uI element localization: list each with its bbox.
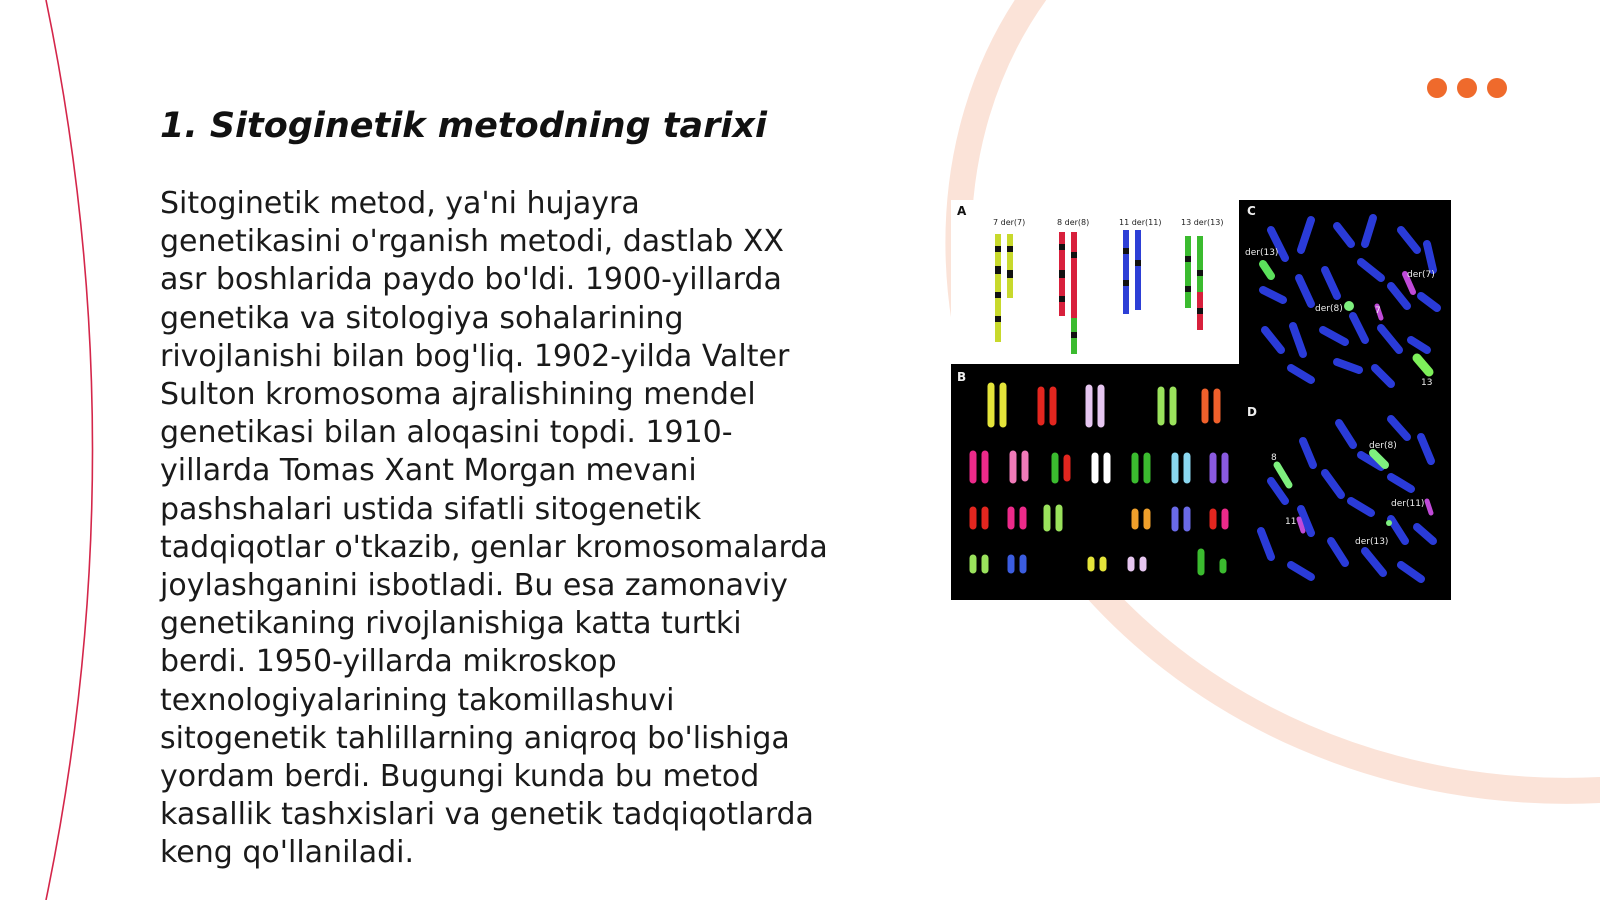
chromosome-label: der(7)	[1407, 270, 1435, 280]
chromosome-label: der(13)	[1245, 248, 1279, 258]
ideogram-7	[995, 234, 1013, 342]
ideogram-11	[1123, 230, 1141, 314]
chromosome-label: der(13)	[1355, 537, 1389, 547]
slide-title: 1. Sitoginetik metodning tarixi	[160, 106, 767, 146]
metaphase-spread-image	[1241, 200, 1451, 399]
chromosome-label: 8	[1271, 453, 1277, 463]
ideogram-13	[1185, 236, 1203, 330]
panel-c-letter: C	[1247, 204, 1256, 218]
chromosome-label: 7	[1375, 306, 1381, 316]
ideogram-label: 13 der(13)	[1181, 218, 1224, 227]
chromosome-label: 13	[1421, 378, 1433, 388]
ideogram-label: 11 der(11)	[1119, 218, 1162, 227]
panel-b-letter: B	[957, 370, 967, 384]
chromosome-figure	[951, 200, 1451, 600]
three-dots-icon[interactable]	[1427, 78, 1507, 98]
chromosome-label: 11	[1285, 517, 1297, 527]
ideogram-label: 7 der(7)	[993, 218, 1026, 227]
dot-icon	[1457, 78, 1477, 98]
figure-panel-d	[1241, 401, 1451, 600]
panel-a-letter: A	[957, 204, 967, 218]
dot-icon	[1427, 78, 1447, 98]
dot-icon	[1487, 78, 1507, 98]
chromosome-label: der(8)	[1369, 441, 1397, 451]
ideogram-8	[1059, 232, 1077, 354]
chromosome-label: der(8)	[1315, 304, 1343, 314]
ideogram-label: 8 der(8)	[1057, 218, 1090, 227]
figure-panel-a	[951, 200, 1239, 364]
figure-panel-c	[1241, 200, 1451, 399]
slide-body-text: Sitoginetik metod, ya'ni hujayra genetikasini o'rganish metodi, dastlab XX asr boshlarida paydo bo'ldi. 1900-yillarda genetika va sitologiya sohalarining rivojlanishi bilan bog'liq. 1902-yilda Valter Sulton kromosoma ajralishining mendel genetikasi bilan aloqasini topdi. 1910-yillarda Tomas Xant Morgan mevani pashshalari ustida sifatli sitogenetik tadqiqotlar o'tkazib, genlar kromosomalarda joylashganini isbotladi. Bu esa zamonaviy genetikaning rivojlanishiga katta turtki berdi. 1950-yillarda mikroskop texnologiyalarining takomillashuvi sitogenetik tahlillarning aniqroq bo'lishiga yordam berdi. Bugungi kunda bu metod kasallik tashxislari va genetik tadqiqotlarda keng qo'llaniladi.	[160, 186, 828, 871]
panel-d-letter: D	[1247, 405, 1257, 419]
decorative-left-curve	[46, 0, 93, 900]
karyotype-image	[951, 366, 1239, 600]
chromosome-label: der(11)	[1391, 499, 1425, 509]
figure-panel-b	[951, 366, 1239, 600]
